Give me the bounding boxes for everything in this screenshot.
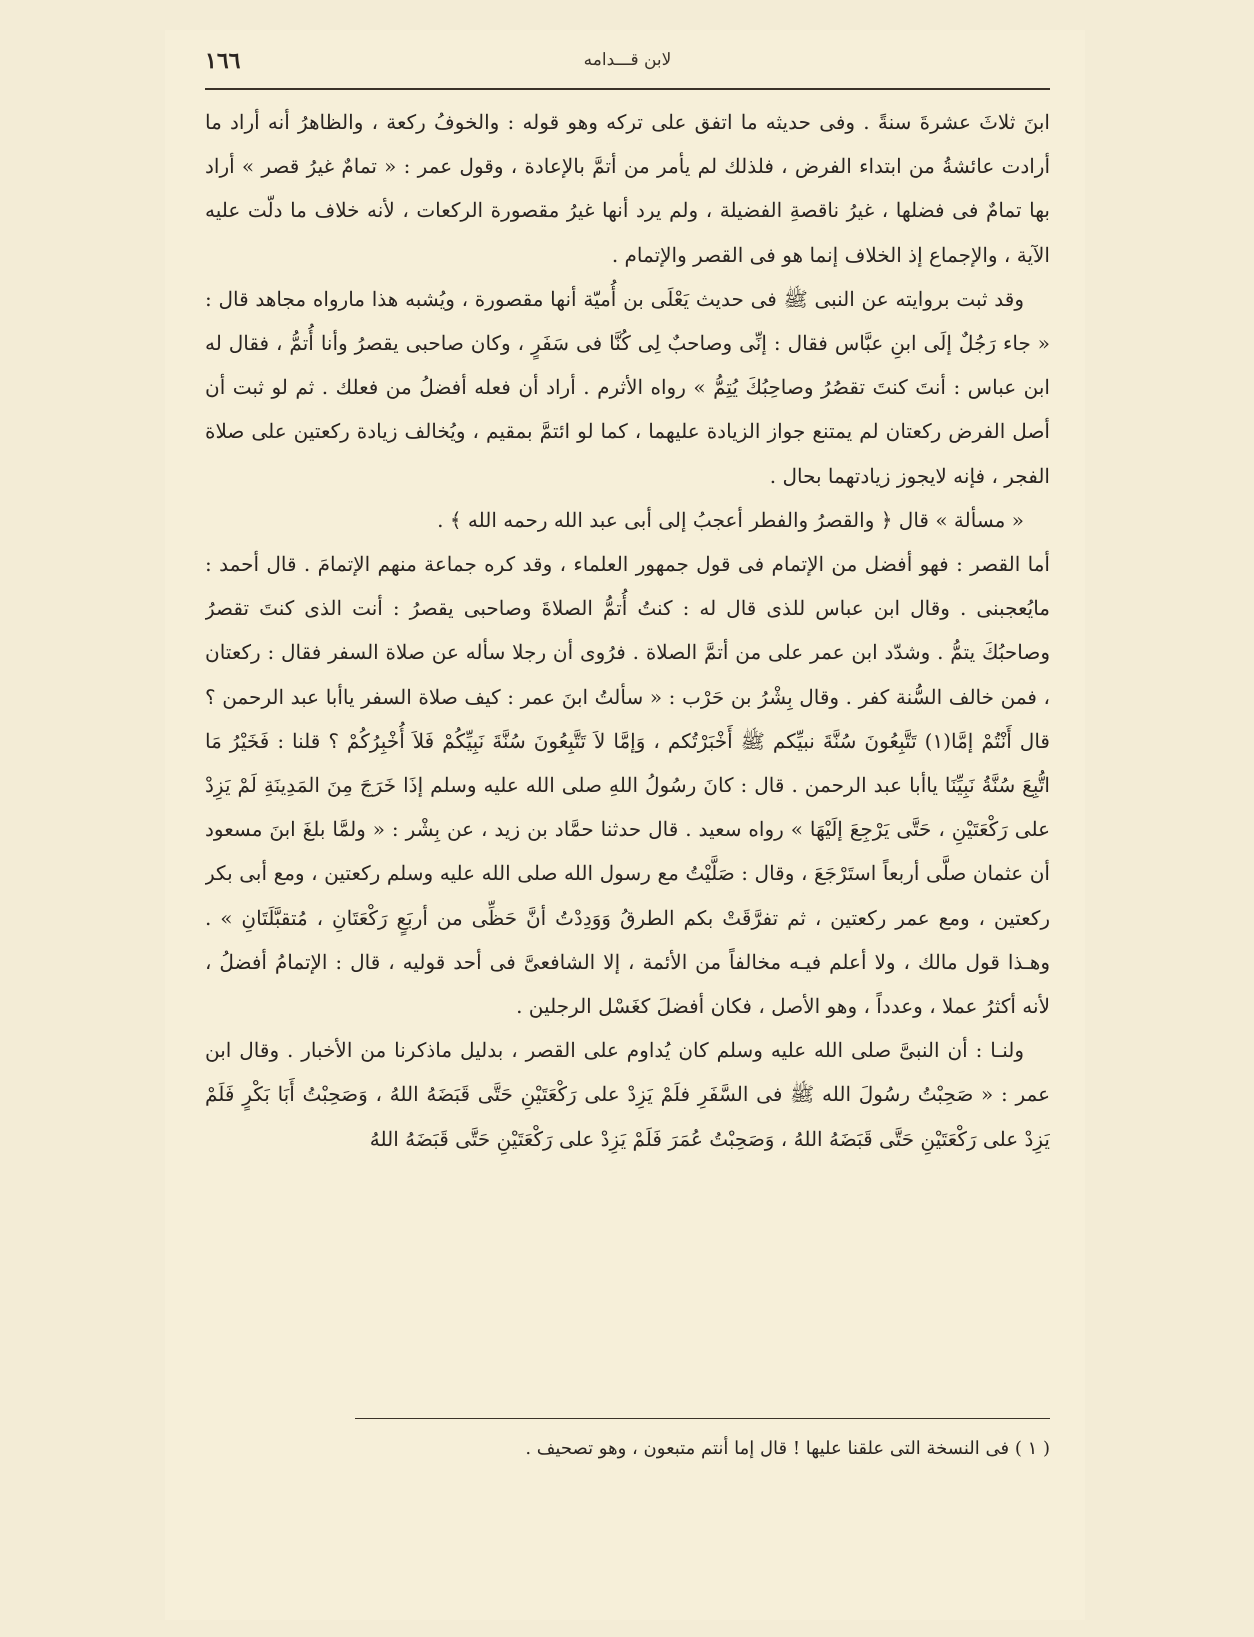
main-text <box>205 100 1050 1415</box>
paragraph: أما القصر : فهو أفضل من الإتمام فى قول جمهور العلماء ، وقد كره جماعة منهم الإتمامَ . قال أحمد : مايُعجبنى . وقال ابن عباس للذى قال له : كنتُ أُتمُّ الصلاةَ وصاحبى يقصرُ : أنت الذى كنتَ تقصرُ وصاحبُكَ يتمُّ . وشدّد ابن عمر على من أتمَّ الصلاة . فرُوى أن رجلا سأله عن صلاة السفر فقال : ركعتان ، فمن خالف السُّنة كفر . وقال بِشْرُ بن حَرْب : « سألتُ ابنَ عمر : كيف صلاة السفر ياأبا عبد الرحمن ؟ قال أَنْتُمْ إمَّا(١) تَتَّبِعُونَ سُنَّةَ نبيِّكم ﷺ أَخْبَرْتُكم ، وَإمَّا لاَ تَتَّبِعُونَ سُنَّةَ نَبِيِّكُمْ فَلاَ أُخْبِرُكُمْ ؟ قلنا : فَخَيْرُ مَا اتُّبِعَ سُنَّةُ نَبِيِّنَا ياأبا عبد الرحمن . قال : كانَ رسُولُ اللهِ صلى الله عليه وسلم إذَا خَرَجَ مِنَ المَدِينَةِ لَمْ يَزِدْ على رَكْعَتَيْنِ ، حَتَّى يَرْجِعَ إلَيْهَا » رواه سعيد . قال حدثنا حمَّاد بن زيد ، عن بِشْر : « ولمَّا بلغَ ابنَ مسعود أن عثمان صلَّى أربعاً استَرْجَعَ ، وقال : صَلَّيْتُ مع رسول الله صلى الله عليه وسلم ركعتين ، ومع أبى بكر ركعتين ، ومع عمر ركعتين ، ثم تفرَّقَتْ بكم الطرقُ وَوَدِدْتُ أنَّ حَظِّى من أربَعٍ رَكْعَتَانِ ، مُتقبَّلَتَانِ » . وهـذا قول مالك ، ولا أعلم فيـه مخالفاً من الأئمة ، إلا الشافعىَّ فى أحد قوليه ، قال : الإتمامُ أفضلُ ، لأنه أكثرُ عملا ، وعدداً ، وهو الأصل ، فكان أفضلَ كغَسْل الرجلين . <box>205 552 1050 1019</box>
header-rule <box>205 88 1050 90</box>
footnote: ( ١ ) فى النسخة التى علقنا عليها ! قال إما أنتم متبعون ، وهو تصحيف . <box>525 1438 1050 1459</box>
paragraph: ولنـا : أن النبىَّ صلى الله عليه وسلم كان يُداوم على القصر ، بدليل ماذكرنا من الأخبار . وقال ابن عمر : « صَحِبْتُ رسُولَ الله ﷺ فى السَّفَرِ فلَمْ يَزِدْ على رَكْعَتَيْنِ حَتَّى قَبَضَهُ اللهُ ، وَصَحِبْتُ أَبَا بَكْرٍ فَلَمْ يَزِدْ على رَكْعَتَيْنِ حَتَّى قَبَضَهُ اللهُ ، وَصَحِبْتُ عُمَرَ فَلَمْ يَزِدْ على رَكْعَتَيْنِ حَتَّى قَبَضَهُ اللهُ <box>205 1038 1050 1151</box>
masala-heading: « مسألة » قال ﴿ والقصرُ والفطر أعجبُ إلى أبى عبد الله رحمه الله ﴾ . <box>437 507 1024 532</box>
footnote-rule <box>355 1418 1050 1419</box>
page-header <box>205 40 1050 80</box>
paragraph: ابنَ ثلاثَ عشرةَ سنةً . وفى حديثه ما اتفق على تركه وهو قوله : والخوفُ ركعة ، والظاهرُ أنه أراد ما أرادت عائشةُ من ابتداء الفرض ، فلذلك لم يأمر من أتمَّ بالإعادة ، وقول عمر : « تمامٌ غيرُ قصر » أراد بها تمامٌ فى فضلها ، غيرُ ناقصةِ الفضيلة ، ولم يرد أنها غيرُ مقصورة الركعات ، لأنه خلاف ما دلّت عليه الآية ، والإجماع إذ الخلاف إنما هو فى القصر والإتمام . <box>205 110 1050 267</box>
running-title: لابن قـــدامه <box>583 50 672 70</box>
page-number: ١٦٦ <box>205 48 241 74</box>
paragraph: وقد ثبت بروايته عن النبى ﷺ فى حديث يَعْلَى بن أُميّة أنها مقصورة ، ويُشبه هذا مارواه مجاهد قال : « جاء رَجُلٌ إلَى ابنِ عبَّاس فقال : إنِّى وصاحبٌ لِى كُنَّا فى سَفَرٍ ، وكان صاحبى يقصرُ وأنا أُتمُّ ، فقال له ابن عباس : أنتَ كنتَ تقصُرُ وصاحِبُكَ يُتِمُّ » رواه الأثرم . أراد أن فعله أفضلُ من فعلك . ثم لو ثبت أن أصل الفرض ركعتان لم يمتنع جواز الزيادة عليهما ، كما لو ائتمَّ بمقيم ، ويُخالف زيادة ركعتين على صلاة الفجر ، فإنه لايجوز زيادتهما بحال . <box>205 286 1050 488</box>
